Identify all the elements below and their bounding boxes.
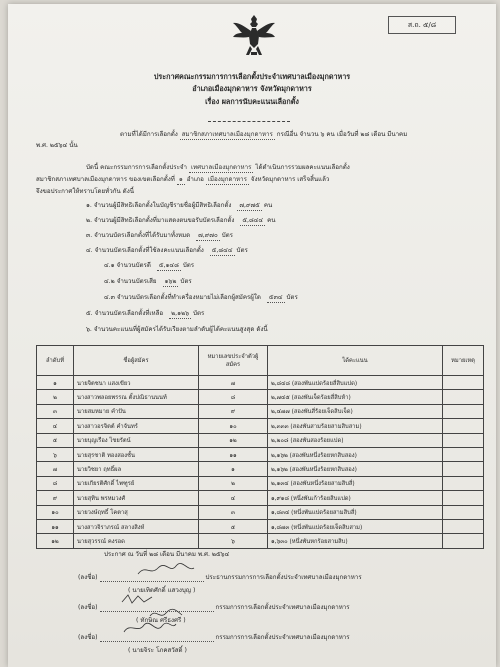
- table-row: [37, 505, 484, 519]
- rank-cell: ๔: [37, 419, 74, 433]
- signature-scribble-2-icon: [120, 592, 156, 606]
- table-row: [37, 447, 484, 461]
- score-cell: ๒,๑๖๒ (สองพันหนึ่งร้อยหกสิบสอง): [268, 462, 443, 476]
- number-cell: ๔: [199, 491, 268, 505]
- candidate-score-table: [36, 345, 484, 549]
- subitem-4-1: ๔.๑ จำนวนบัตรดี ๕,๑๔๘ บัตร: [104, 262, 195, 269]
- number-cell: ๘: [199, 390, 268, 404]
- note-cell: [443, 390, 484, 404]
- score-cell: ๑,๘๗๓ (หนึ่งพันแปดร้อยเจ็ดสิบสาม): [268, 519, 443, 533]
- score-cell: ๑,๙๑๘ (หนึ่งพันเก้าร้อยสิบแปด): [268, 491, 443, 505]
- name-cell: นางสาวจิราภรณ์ สลางสิงห์: [74, 519, 199, 533]
- subitem-4-3: ๔.๓ จำนวนบัตรเลือกตั้งที่ทำเครื่องหมายไม่เลือกผู้สมัครผู้ใด ๕๓๔ บัตร: [104, 294, 298, 301]
- name-cell: นายบุญเรือง ไชยรัตน์: [74, 433, 199, 447]
- number-cell: ๕: [199, 519, 268, 533]
- header-divider: [208, 121, 290, 122]
- rank-cell: ๑๒: [37, 534, 74, 548]
- note-cell: [443, 419, 484, 433]
- name-cell: นางสาวพลอยพรรณ ตั้งปณิธานนนท์: [74, 390, 199, 404]
- signature-2: (ลงชื่อ) กรรมการการเลือกตั้งประจำเทศบาลเมืองมุกดาหาร: [78, 604, 350, 611]
- name-cell: นายเกียรติศักดิ์ ไพฑูรย์: [74, 476, 199, 490]
- note-cell: [443, 447, 484, 461]
- form-code-box: ส.ถ. ๕/๘: [388, 16, 456, 34]
- signature-scribble-3-icon: [122, 620, 178, 636]
- para-line-1: บัดนี้ คณะกรรมการการเลือกตั้งประจำ เทศบาลเมืองมุกดาหาร ได้ดำเนินการรวมผลคะแนนเลือกตั้ง: [86, 164, 350, 171]
- signer-1-name: ( นายเทิดศักดิ์ แสวงบุญ ): [128, 587, 196, 594]
- header-title: เรื่อง ผลการนับคะแนนเลือกตั้ง: [205, 97, 299, 106]
- rank-cell: ๙: [37, 491, 74, 505]
- table-row: [37, 519, 484, 533]
- table-row: [37, 433, 484, 447]
- name-cell: นายวงษ์ฤทธิ์ โคตาสุ: [74, 505, 199, 519]
- document-page: [8, 4, 496, 667]
- signer-2-name: ( ทักษิณ ศรีธงศรี ): [136, 617, 186, 624]
- intro-line-1: ตามที่ได้มีการเลือกตั้ง สมาชิกสภาเทศบาลเมืองมุกดาหาร กรณีอื่น จำนวน ๖ คน เมื่อวันที่ ๒๘ เดือน มีนาคม: [120, 131, 408, 138]
- number-cell: ๑๐: [199, 419, 268, 433]
- table-row: [37, 534, 484, 548]
- note-cell: [443, 519, 484, 533]
- para-line-3: จึงขอประกาศให้ทราบโดยทั่วกัน ดังนี้: [36, 188, 134, 195]
- table-row: [37, 476, 484, 490]
- number-cell: ๖: [199, 534, 268, 548]
- number-cell: ๑๒: [199, 433, 268, 447]
- item-4: ๔. จำนวนบัตรเลือกตั้งที่ใช้ลงคะแนนเลือกตั้ง ๕,๘๔๔ บัตร: [86, 247, 248, 254]
- name-cell: นายสุทิน พรหมวงศ์: [74, 491, 199, 505]
- score-cell: ๑,๖๓๐ (หนึ่งพันหกร้อยสามสิบ): [268, 534, 443, 548]
- score-cell: ๒,๗๔๕ (สองพันเจ็ดร้อยสี่สิบห้า): [268, 390, 443, 404]
- note-cell: [443, 462, 484, 476]
- col-score-header: ได้คะแนน: [268, 346, 443, 376]
- announce-date: ประกาศ ณ วันที่ ๒๘ เดือน มีนาคม พ.ศ. ๒๕๖๔: [104, 551, 230, 558]
- item-3: ๓. จำนวนบัตรเลือกตั้งที่ได้รับมาทั้งหมด ๗,๙๗๐ บัตร: [86, 232, 233, 239]
- signature-scribble-1-icon: [136, 562, 196, 578]
- rank-cell: ๗: [37, 462, 74, 476]
- signer-3-name: ( นายจิระ โภคสวัสดิ์ ): [128, 647, 187, 654]
- intro-line-2: พ.ศ. ๒๕๖๔ นั้น: [36, 142, 78, 149]
- table-row: [37, 390, 484, 404]
- col-name-header: ชื่อผู้สมัคร: [74, 346, 199, 376]
- header-line-2: อำเภอเมืองมุกดาหาร จังหวัดมุกดาหาร: [192, 84, 312, 93]
- note-cell: [443, 433, 484, 447]
- item-5: ๕. จำนวนบัตรเลือกตั้งที่เหลือ ๒,๑๒๖ บัตร: [86, 310, 205, 317]
- note-cell: [443, 404, 484, 418]
- rank-cell: ๕: [37, 433, 74, 447]
- note-cell: [443, 505, 484, 519]
- table-row: [37, 419, 484, 433]
- rank-cell: ๒: [37, 390, 74, 404]
- note-cell: [443, 534, 484, 548]
- score-cell: ๒,๒๐๘ (สองพันสองร้อยแปด): [268, 433, 443, 447]
- name-cell: นายสุรชาติ ทองสองชั้น: [74, 447, 199, 461]
- score-cell: ๑,๘๓๔ (หนึ่งพันแปดร้อยสามสิบสี่): [268, 505, 443, 519]
- name-cell: นายวิชยา ฤทธิ์ผล: [74, 462, 199, 476]
- garuda-emblem-icon: [232, 12, 276, 58]
- para-line-2: สมาชิกสภาเทศบาลเมืองมุกดาหาร ของเขตเลือกตั้งที่ ๑ อำเภอ เมืองมุกดาหาร จังหวัดมุกดาหาร เสร็จสิ้นแล้ว: [36, 176, 330, 183]
- note-cell: [443, 491, 484, 505]
- rank-cell: ๖: [37, 447, 74, 461]
- rank-cell: ๑: [37, 376, 74, 390]
- score-cell: ๒,๔๗๗ (สองพันสี่ร้อยเจ็ดสิบเจ็ด): [268, 404, 443, 418]
- number-cell: ๓: [199, 505, 268, 519]
- table-header-row: [37, 346, 484, 376]
- rank-cell: ๘: [37, 476, 74, 490]
- subitem-4-2: ๔.๒ จำนวนบัตรเสีย ๑๖๒ บัตร: [104, 278, 192, 285]
- table-row: [37, 404, 484, 418]
- name-cell: นายสมหมาย คำปัน: [74, 404, 199, 418]
- table-row: [37, 376, 484, 390]
- table-row: [37, 462, 484, 476]
- name-cell: นายจิตชนา แสงเขียว: [74, 376, 199, 390]
- item-6: ๖. จำนวนคะแนนที่ผู้สมัครได้รับเรียงตามลำดับผู้ได้คะแนนสูงสุด ดังนี้: [86, 326, 268, 333]
- score-cell: ๒,๑๖๒ (สองพันหนึ่งร้อยหกสิบสอง): [268, 447, 443, 461]
- score-cell: ๒,๑๓๔ (สองพันหนึ่งร้อยสามสิบสี่): [268, 476, 443, 490]
- number-cell: ๙: [199, 404, 268, 418]
- number-cell: ๑๑: [199, 447, 268, 461]
- signature-1: (ลงชื่อ) ประธานกรรมการการเลือกตั้งประจำเทศบาลเมืองมุกดาหาร: [78, 574, 362, 581]
- note-cell: [443, 376, 484, 390]
- rank-cell: ๑๐: [37, 505, 74, 519]
- signature-3: (ลงชื่อ) กรรมการการเลือกตั้งประจำเทศบาลเมืองมุกดาหาร: [78, 634, 350, 641]
- col-rank-header: ลำดับที่: [37, 346, 74, 376]
- header-line-1: ประกาศคณะกรรมการการเลือกตั้งประจำเทศบาลเมืองมุกดาหาร: [153, 72, 351, 81]
- col-note-header: หมายเหตุ: [443, 346, 484, 376]
- name-cell: นางสาวอรจิตต์ คำจันทร์: [74, 419, 199, 433]
- score-cell: ๒,๓๓๓ (สองพันสามร้อยสามสิบสาม): [268, 419, 443, 433]
- table-row: [37, 491, 484, 505]
- name-cell: นายสุวรรณ์ คงรอด: [74, 534, 199, 548]
- item-2: ๒. จำนวนผู้มีสิทธิเลือกตั้งที่มาแสดงตนขอรับบัตรเลือกตั้ง ๕,๘๔๔ คน: [86, 217, 276, 224]
- score-cell: ๒,๘๔๘ (สองพันแปดร้อยสี่สิบแปด): [268, 376, 443, 390]
- rank-cell: ๓: [37, 404, 74, 418]
- signature-scribble-2b-icon: [148, 608, 184, 620]
- item-1: ๑. จำนวนผู้มีสิทธิเลือกตั้งในบัญชีรายชื่อผู้มีสิทธิเลือกตั้ง ๗,๙๗๕ คน: [86, 202, 273, 209]
- note-cell: [443, 476, 484, 490]
- number-cell: ๗: [199, 376, 268, 390]
- col-number-header: หมายเลขประจำตัวผู้สมัคร: [199, 346, 268, 376]
- number-cell: ๒: [199, 476, 268, 490]
- number-cell: ๑: [199, 462, 268, 476]
- rank-cell: ๑๑: [37, 519, 74, 533]
